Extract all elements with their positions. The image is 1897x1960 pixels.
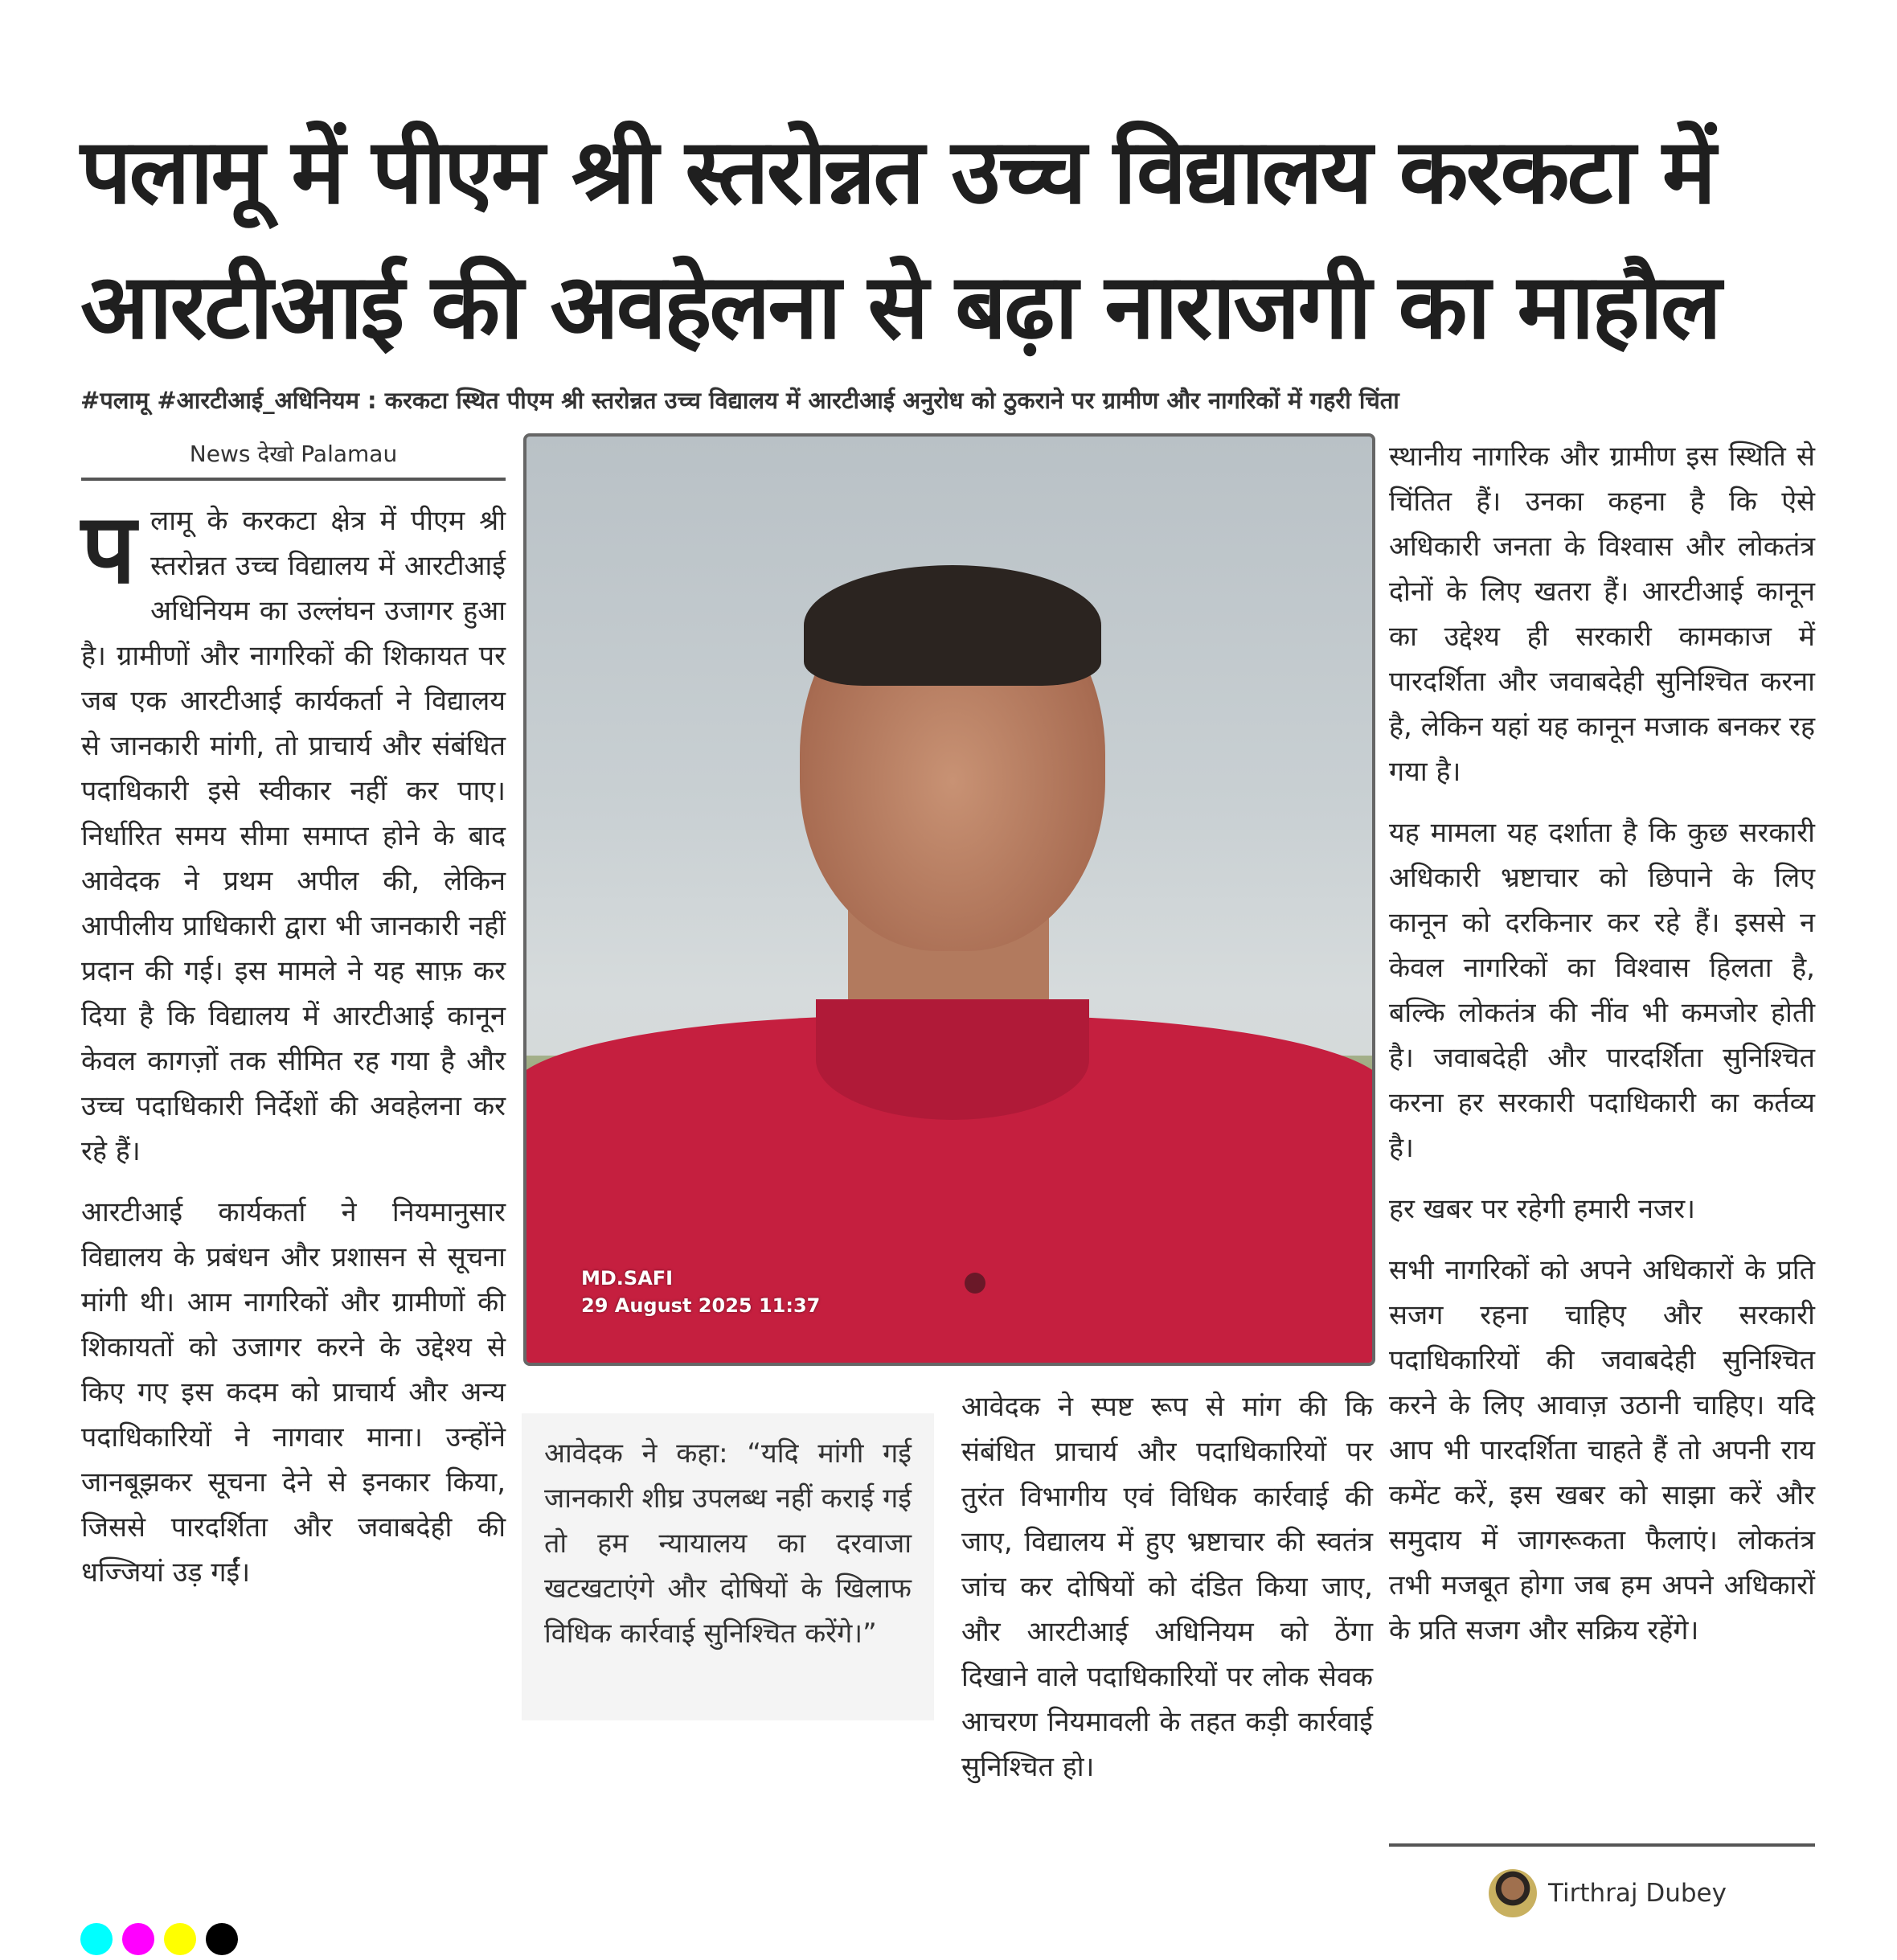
headline-line-1: पलामू में पीएम श्री स्तरोन्नत उच्च विद्यालय करकटा में	[80, 120, 1714, 224]
paragraph: आरटीआई कार्यकर्ता ने नियमानुसार विद्यालय के प्रबंधन और प्रशासन से सूचना मांगी थी। आम नागरिकों और ग्रामीणों की शिकायतों को उजागर करने के उद्देश्य से किए गए इस कदम को प्राचार्य और अन्य पदाधिकारियों ने नागवार माना। उन्होंने जानबूझकर सूचना देने से इनकार किया, जिससे पारदर्शिता और जवाबदेही की धज्जियां उड़ गईं।	[81, 1196, 506, 1589]
paragraph: सभी नागरिकों को अपने अधिकारों के प्रति सजग रहना चाहिए और सरकारी पदाधिकारियों की जवाबदेही सुनिश्चित करने के लिए आवाज़ उठानी चाहिए। यदि आप भी पारदर्शिता चाहते हैं तो अपनी राय कमेंट करें, इस खबर को साझा करें और समुदाय में जागरूकता फैलाएं। लोकतंत्र तभी मजबूत होगा जब हम अपने अधिकारों के प्रति सजग और सक्रिय रहेंगे।	[1389, 1254, 1815, 1646]
drop-cap: प	[81, 494, 137, 605]
registration-dot-cyan	[80, 1923, 113, 1955]
registration-dot-magenta	[122, 1923, 154, 1955]
column-2	[961, 1384, 1373, 1806]
registration-dot-black	[206, 1923, 238, 1955]
divider	[1389, 1843, 1815, 1847]
author-byline	[1489, 1869, 1727, 1917]
column-1	[81, 494, 506, 1611]
paragraph: पलामू के करकटा क्षेत्र में पीएम श्री स्तरोन्नत उच्च विद्यालय में आरटीआई अधिनियम का उल्लंघन उजागर हुआ है। ग्रामीणों और नागरिकों की शिकायत पर जब एक आरटीआई कार्यकर्ता ने विद्यालय से जानकारी मांगी, तो प्राचार्य और संबंधित पदाधिकारी इसे स्वीकार नहीं कर पाए। निर्धारित समय सीमा समाप्त होने के बाद आवेदक ने प्रथम अपील की, लेकिन आपीलीय प्राधिकारी द्वारा भी जानकारी नहीं प्रदान की गई। इस मामले ने यह साफ़ कर दिया है कि विद्यालय में आरटीआई कानून केवल कागज़ों तक सीमित रह गया है और उच्च पदाधिकारी निर्देशों की अवहेलना कर रहे हैं।	[81, 494, 506, 1167]
subtitle: #पलामू #आरटीआई_अधिनियम : करकटा स्थित पीएम श्री स्तरोन्नत उच्च विद्यालय में आरटीआई अनुरोध को ठुकराने पर ग्रामीण और नागरिकों में गहरी चिंता	[80, 387, 1399, 414]
source-label: News देखो Palamau	[189, 441, 398, 467]
registration-dot-yellow	[164, 1923, 196, 1955]
pull-quote: आवेदक ने कहा: “यदि मांगी गई जानकारी शीघ्र उपलब्ध नहीं कराई गई तो हम न्यायालय का दरवाजा खटखटाएंगे और दोषियों के खिलाफ विधिक कार्रवाई सुनिश्चित करेंगे।”	[522, 1413, 934, 1720]
headline-line-2: आरटीआई की अवहेलना से बढ़ा नाराजगी का माहौल	[80, 255, 1719, 359]
paragraph: स्थानीय नागरिक और ग्रामीण इस स्थिति से चिंतित हैं। उनका कहना है कि ऐसे अधिकारी जनता के विश्वास और लोकतंत्र दोनों के लिए खतरा हैं। आरटीआई कानून का उद्देश्य ही सरकारी कामकाज में पारदर्शिता और जवाबदेही सुनिश्चित करना है, लेकिन यहां यह कानून मजाक बनकर रह गया है।	[1389, 441, 1815, 788]
author-name: Tirthraj Dubey	[1548, 1879, 1727, 1908]
paragraph: आवेदक ने स्पष्ट रूप से मांग की कि संबंधित प्राचार्य और पदाधिकारियों पर तुरंत विभागीय एवं विधिक कार्रवाई की जाए, विद्यालय में हुए भ्रष्टाचार की स्वतंत्र जांच कर दोषियों को दंडित किया जाए, और आरटीआई अधिनियम को ठेंगा दिखाने वाले पदाधिकारियों पर लोक सेवक आचरण नियमावली के तहत कड़ी कार्रवाई सुनिश्चित हो।	[961, 1391, 1373, 1783]
paragraph: हर खबर पर रहेगी हमारी नजर।	[1389, 1193, 1696, 1225]
article-photo	[523, 433, 1375, 1366]
divider	[81, 478, 506, 481]
paragraph: यह मामला यह दर्शाता है कि कुछ सरकारी अधिकारी भ्रष्टाचार को छिपाने के लिए कानून को दरकिनार कर रहे हैं। इससे न केवल नागरिकों का विश्वास हिलता है, बल्कि लोकतंत्र की नींव भी कमजोर होती है। जवाबदेही और पारदर्शिता सुनिश्चित करना हर सरकारी पदाधिकारी का कर्तव्य है।	[1389, 817, 1815, 1164]
headline	[80, 105, 1833, 375]
photo-timestamp: MD.SAFI 29 August 2025 11:37	[581, 1267, 821, 1317]
avatar	[1489, 1869, 1537, 1917]
column-3	[1389, 434, 1815, 1669]
